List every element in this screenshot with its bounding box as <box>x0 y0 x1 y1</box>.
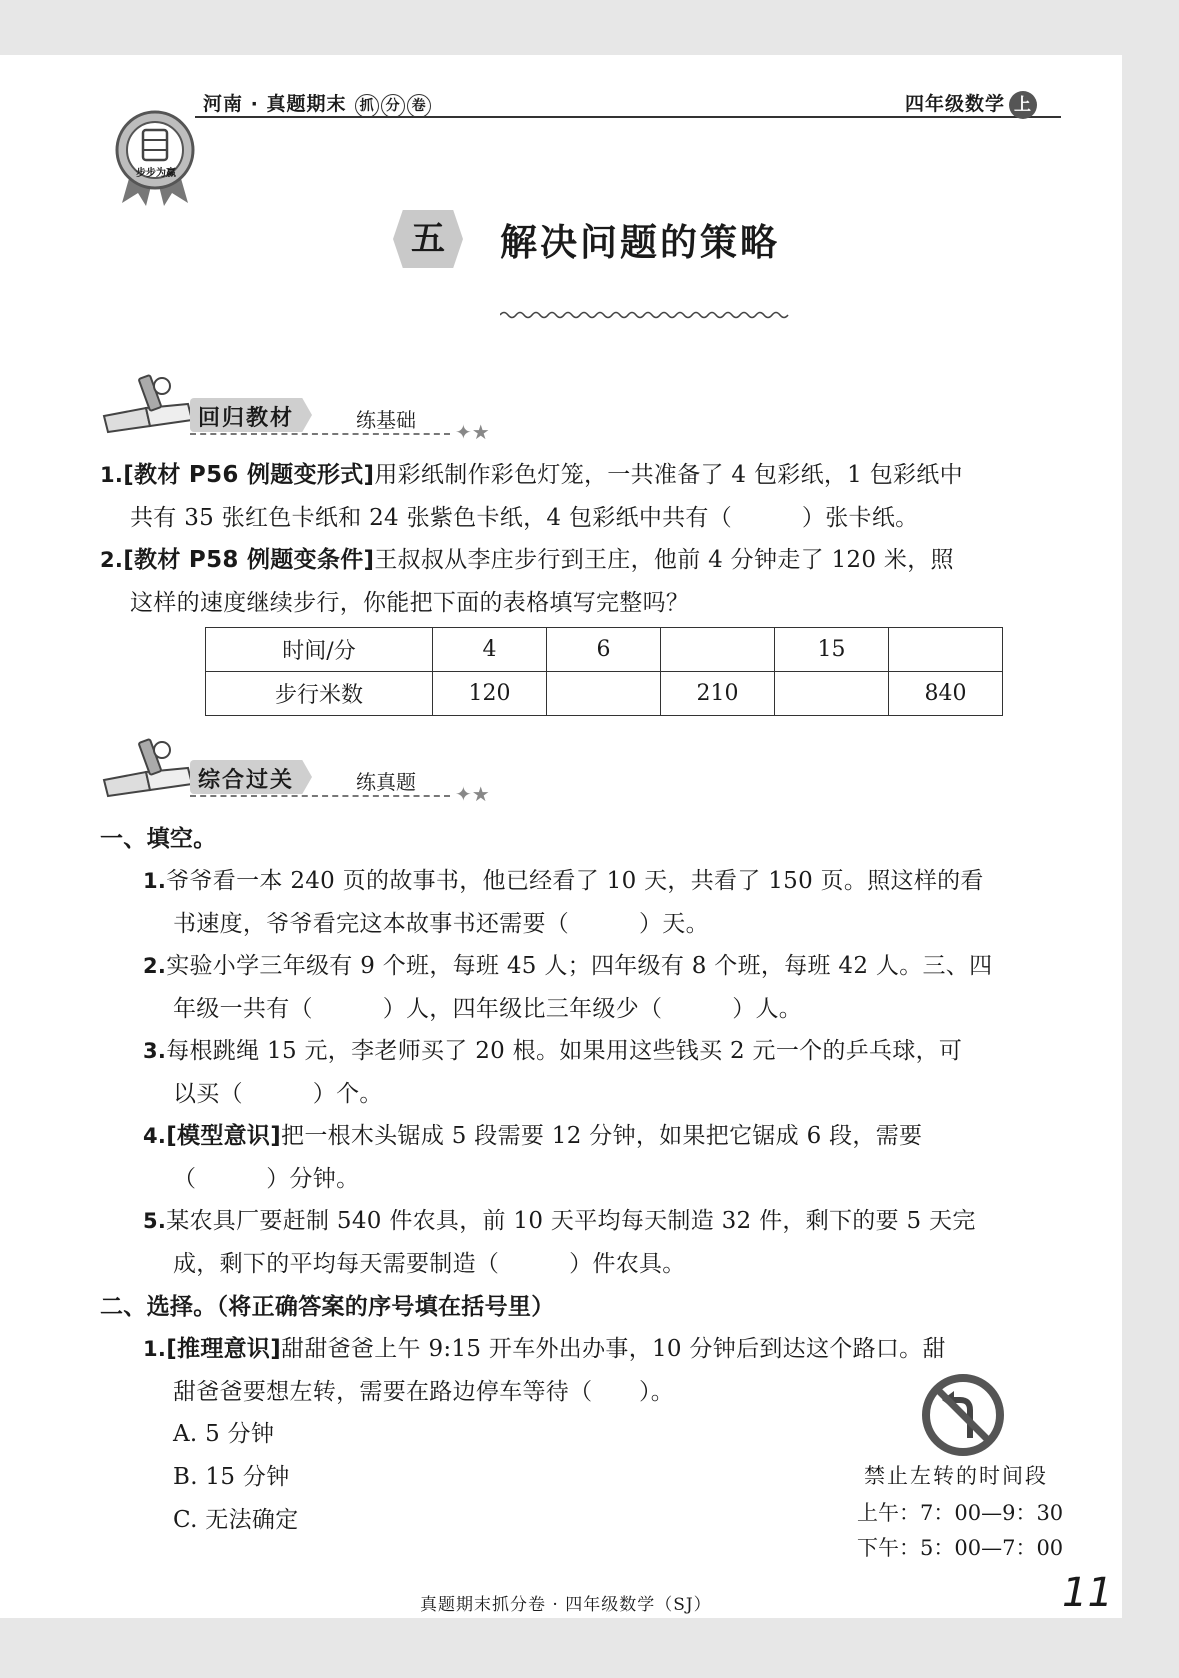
table-header-cell: 步行米数 <box>206 672 433 716</box>
no-left-turn-sign-icon <box>920 1372 1006 1458</box>
book-pencil-icon <box>100 732 200 798</box>
sign-am: 上午：7：00—9：30 <box>857 1501 1064 1525</box>
p2-q1-tag: [推理意识] <box>166 1336 282 1362</box>
table-cell <box>547 672 661 716</box>
p1-item5-line1: 5.某农具厂要赶制 540 件农具，前 10 天平均每天制造 32 件，剩下的要 5 天完 <box>143 1208 976 1234</box>
chapter-number: 五 <box>411 219 445 259</box>
header-circled-3: 卷 <box>407 94 431 118</box>
option-c: C. 无法确定 <box>173 1507 299 1533</box>
table-cell: 4 <box>433 628 547 672</box>
p2-q1-line1: 1.[推理意识]甜甜爸爸上午 9:15 开车外出办事，10 分钟后到达这个路口。甜 <box>143 1336 946 1362</box>
p2-q1-line2: 甜爸爸要想左转，需要在路边停车等待（ ）。 <box>173 1379 675 1405</box>
header-circled-1: 抓 <box>355 94 379 118</box>
table-cell: 120 <box>433 672 547 716</box>
p1-item4-tag: [模型意识] <box>166 1123 282 1149</box>
q2-line2: 这样的速度继续步行，你能把下面的表格填写完整吗？ <box>130 590 690 616</box>
table-header-cell: 时间/分 <box>206 628 433 672</box>
table-cell <box>661 628 775 672</box>
table-cell <box>889 628 1003 672</box>
header-volume-badge: 上 <box>1009 91 1037 119</box>
q2-line1: 2.[教材 P58 例题变条件]王叔叔从李庄步行到王庄，他前 4 分钟走了 120 米，照 <box>100 547 954 573</box>
walking-table <box>205 627 1003 716</box>
p1-item3-line1: 3.每根跳绳 15 元，李老师买了 20 根。如果用这些钱买 2 元一个的乒乓球，可 <box>143 1038 963 1064</box>
p1-item2-line1: 2.实验小学三年级有 9 个班，每班 45 人；四年级有 8 个班，每班 42 人。三、四 <box>143 953 993 979</box>
header-circled-2: 分 <box>381 94 405 118</box>
section1-dash <box>190 433 450 435</box>
p1-item1-line1: 1.爷爷看一本 240 页的故事书，他已经看了 10 天，共看了 150 页。照这样的看 <box>143 868 984 894</box>
chapter-title: 解决问题的策略 <box>500 221 780 264</box>
part1-title: 一、填空。 <box>100 826 217 852</box>
logo-text: 步步为赢 <box>136 168 176 179</box>
page-number: 11 <box>1062 1570 1113 1616</box>
section2-dash <box>190 795 450 797</box>
p1-item2-line2: 年级一共有（ ）人，四年级比三年级少（ ）人。 <box>173 996 803 1022</box>
chapter-title-underline <box>500 310 792 320</box>
header-left <box>203 89 432 118</box>
sign-pm: 下午：5：00—7：00 <box>857 1536 1064 1560</box>
section1-label: 回归教材 <box>198 406 295 431</box>
table-cell: 840 <box>889 672 1003 716</box>
book-pencil-icon <box>100 368 200 434</box>
footer-text: 真题期末抓分卷 · 四年级数学（SJ） <box>420 1595 712 1615</box>
table-cell <box>775 672 889 716</box>
table-row <box>206 672 1003 716</box>
sign-caption: 禁止左转的时间段 <box>864 1464 1048 1488</box>
section2-sub: 练真题 <box>356 770 416 794</box>
p1-item4-line2: （ ）分钟。 <box>173 1166 360 1192</box>
p1-item4-line1: 4.[模型意识]把一根木头锯成 5 段需要 12 分钟，如果把它锯成 6 段，需要 <box>143 1123 923 1149</box>
p1-item1-line2: 书速度，爷爷看完这本故事书还需要（ ）天。 <box>173 911 709 937</box>
table-cell: 210 <box>661 672 775 716</box>
option-a: A. 5 分钟 <box>173 1421 275 1447</box>
section2-label: 综合过关 <box>198 768 295 793</box>
section1-sub: 练基础 <box>356 408 416 432</box>
q2-tag: [教材 P58 例题变条件] <box>123 547 375 573</box>
star-icon: ✦★ <box>455 782 490 806</box>
header-series: 河南 · 真题期末 <box>203 93 347 115</box>
part2-title: 二、选择。（将正确答案的序号填在括号里） <box>100 1294 555 1320</box>
p1-item5-line2: 成，剩下的平均每天需要制造（ ）件农具。 <box>173 1251 686 1277</box>
table-cell: 6 <box>547 628 661 672</box>
q1-line2: 共有 35 张红色卡纸和 24 张紫色卡纸，4 包彩纸中共有（ ）张卡纸。 <box>130 505 919 531</box>
header-right <box>905 89 1037 119</box>
star-icon: ✦★ <box>455 420 490 444</box>
table-row <box>206 628 1003 672</box>
option-b: B. 15 分钟 <box>173 1464 290 1490</box>
q1-tag: [教材 P56 例题变形式] <box>123 462 375 488</box>
header-grade: 四年级数学 <box>905 93 1006 115</box>
logo-badge-icon <box>110 108 200 208</box>
table-cell: 15 <box>775 628 889 672</box>
p1-item3-line2: 以买（ ）个。 <box>173 1081 383 1107</box>
q1-line1: 1.[教材 P56 例题变形式]用彩纸制作彩色灯笼，一共准备了 4 包彩纸，1 包彩纸中 <box>100 462 963 488</box>
